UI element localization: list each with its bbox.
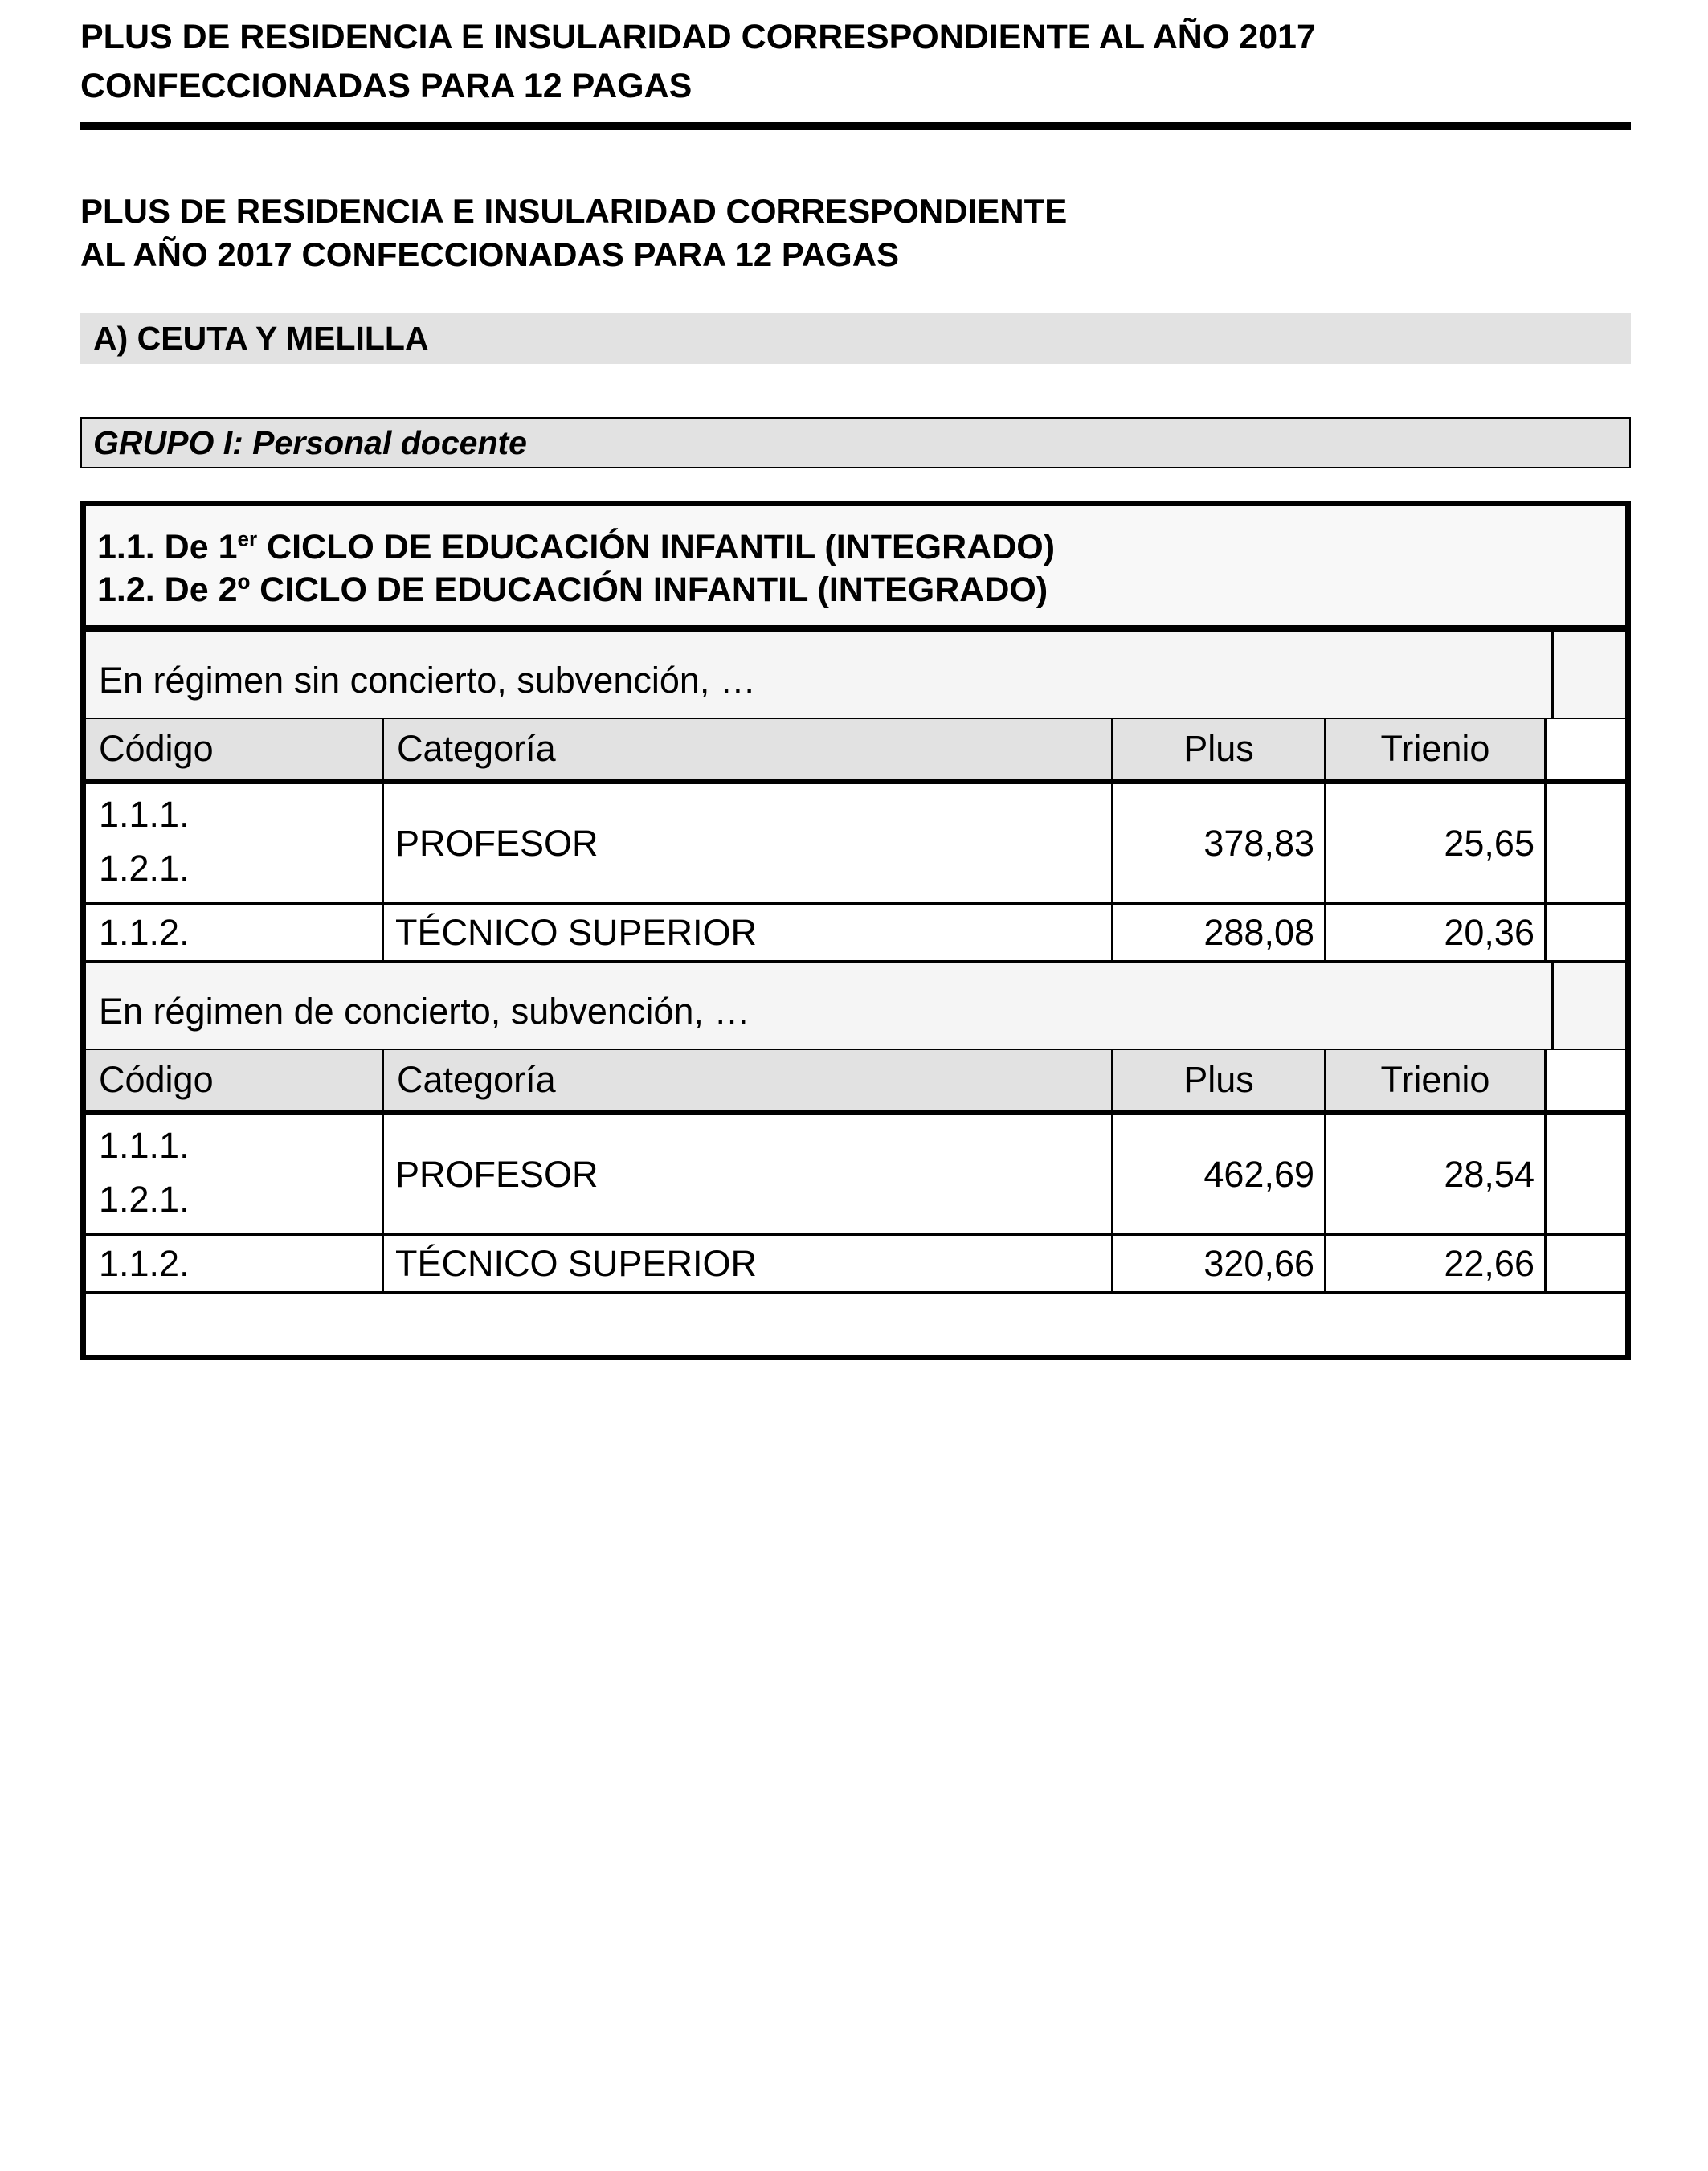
code-cell: [86, 1115, 384, 1233]
code-value: 1.2.1.: [99, 848, 190, 889]
column-header-trienio: Trienio: [1326, 719, 1547, 779]
section-heading-text: A) CEUTA Y MELILLA: [93, 320, 429, 357]
category-cell: PROFESOR: [384, 784, 1113, 902]
row-spacer-cell: [1547, 1115, 1625, 1233]
column-header-trienio: Trienio: [1326, 1050, 1547, 1110]
table-header-row-2: [86, 1050, 1625, 1115]
regime-band-de-concierto: [86, 963, 1625, 1050]
table-title-line-1-superscript: er: [237, 526, 258, 551]
document-title: [80, 0, 1631, 111]
plus-value-cell: 378,83: [1113, 784, 1326, 902]
code-cell: [86, 905, 384, 960]
group-heading-banner: [80, 417, 1631, 468]
table-title-line-1-prefix: 1.1. De 1: [97, 528, 238, 566]
table-row: [86, 1115, 1625, 1236]
table-title-line-1: [97, 526, 1617, 569]
table-row: [86, 1236, 1625, 1294]
regime-band-de-concierto-text: En régimen de concierto, subvención, …: [86, 963, 1554, 1049]
plus-value-cell: 288,08: [1113, 905, 1326, 960]
table-title-thick-rule: [86, 625, 1625, 632]
row-spacer-cell: [1547, 784, 1625, 902]
column-header-codigo: Código: [86, 1050, 384, 1110]
row-spacer-cell: [1547, 905, 1625, 960]
title-divider-rule: [80, 122, 1631, 130]
category-cell: TÉCNICO SUPERIOR: [384, 1236, 1113, 1291]
document-title-line-2: CONFECCIONADAS PARA 12 PAGAS: [80, 67, 693, 105]
column-header-categoria: Categoría: [384, 719, 1113, 779]
code-value: 1.2.1.: [99, 1179, 190, 1220]
document-subtitle-line-1: PLUS DE RESIDENCIA E INSULARIDAD CORRESPONDIENTE: [80, 192, 1068, 230]
table-header-row-1: [86, 719, 1625, 784]
table-title-line-1-rest: CICLO DE EDUCACIÓN INFANTIL (INTEGRADO): [257, 528, 1056, 566]
trienio-value-cell: 28,54: [1326, 1115, 1547, 1233]
column-header-plus: Plus: [1113, 719, 1326, 779]
category-cell: PROFESOR: [384, 1115, 1113, 1233]
regime-band-spacer: [1554, 963, 1625, 1049]
category-cell: TÉCNICO SUPERIOR: [384, 905, 1113, 960]
row-spacer-cell: [1547, 1236, 1625, 1291]
code-value: 1.1.2.: [99, 1242, 190, 1284]
table-row: [86, 784, 1625, 905]
group-heading-text: GRUPO I: Personal docente: [93, 424, 527, 461]
column-header-categoria: Categoría: [384, 1050, 1113, 1110]
column-header-plus: Plus: [1113, 1050, 1326, 1110]
code-value: 1.1.2.: [99, 911, 190, 953]
salary-table: [80, 501, 1631, 1360]
plus-value-cell: 320,66: [1113, 1236, 1326, 1291]
table-row: [86, 905, 1625, 963]
trienio-value-cell: 25,65: [1326, 784, 1547, 902]
trienio-value-cell: 20,36: [1326, 905, 1547, 960]
section-heading-banner: [80, 313, 1631, 364]
table-empty-area: [86, 1294, 1625, 1355]
column-header-spacer: [1547, 719, 1625, 779]
document-title-line-1: PLUS DE RESIDENCIA E INSULARIDAD CORRESPONDIENTE AL AÑO 2017: [80, 18, 1316, 56]
column-header-spacer: [1547, 1050, 1625, 1110]
table-title-block: [86, 506, 1625, 625]
document-subtitle: [80, 190, 1631, 276]
code-cell: [86, 784, 384, 902]
plus-value-cell: 462,69: [1113, 1115, 1326, 1233]
table-title-line-2: 1.2. De 2º CICLO DE EDUCACIÓN INFANTIL (INTEGRADO): [97, 570, 1048, 609]
regime-band-sin-concierto: [86, 632, 1625, 719]
code-value: 1.1.1.: [99, 794, 190, 835]
regime-band-sin-concierto-text: En régimen sin concierto, subvención, …: [86, 632, 1554, 718]
column-header-codigo: Código: [86, 719, 384, 779]
document-subtitle-line-2: AL AÑO 2017 CONFECCIONADAS PARA 12 PAGAS: [80, 235, 900, 273]
regime-band-spacer: [1554, 632, 1625, 718]
trienio-value-cell: 22,66: [1326, 1236, 1547, 1291]
code-cell: [86, 1236, 384, 1291]
code-value: 1.1.1.: [99, 1125, 190, 1166]
